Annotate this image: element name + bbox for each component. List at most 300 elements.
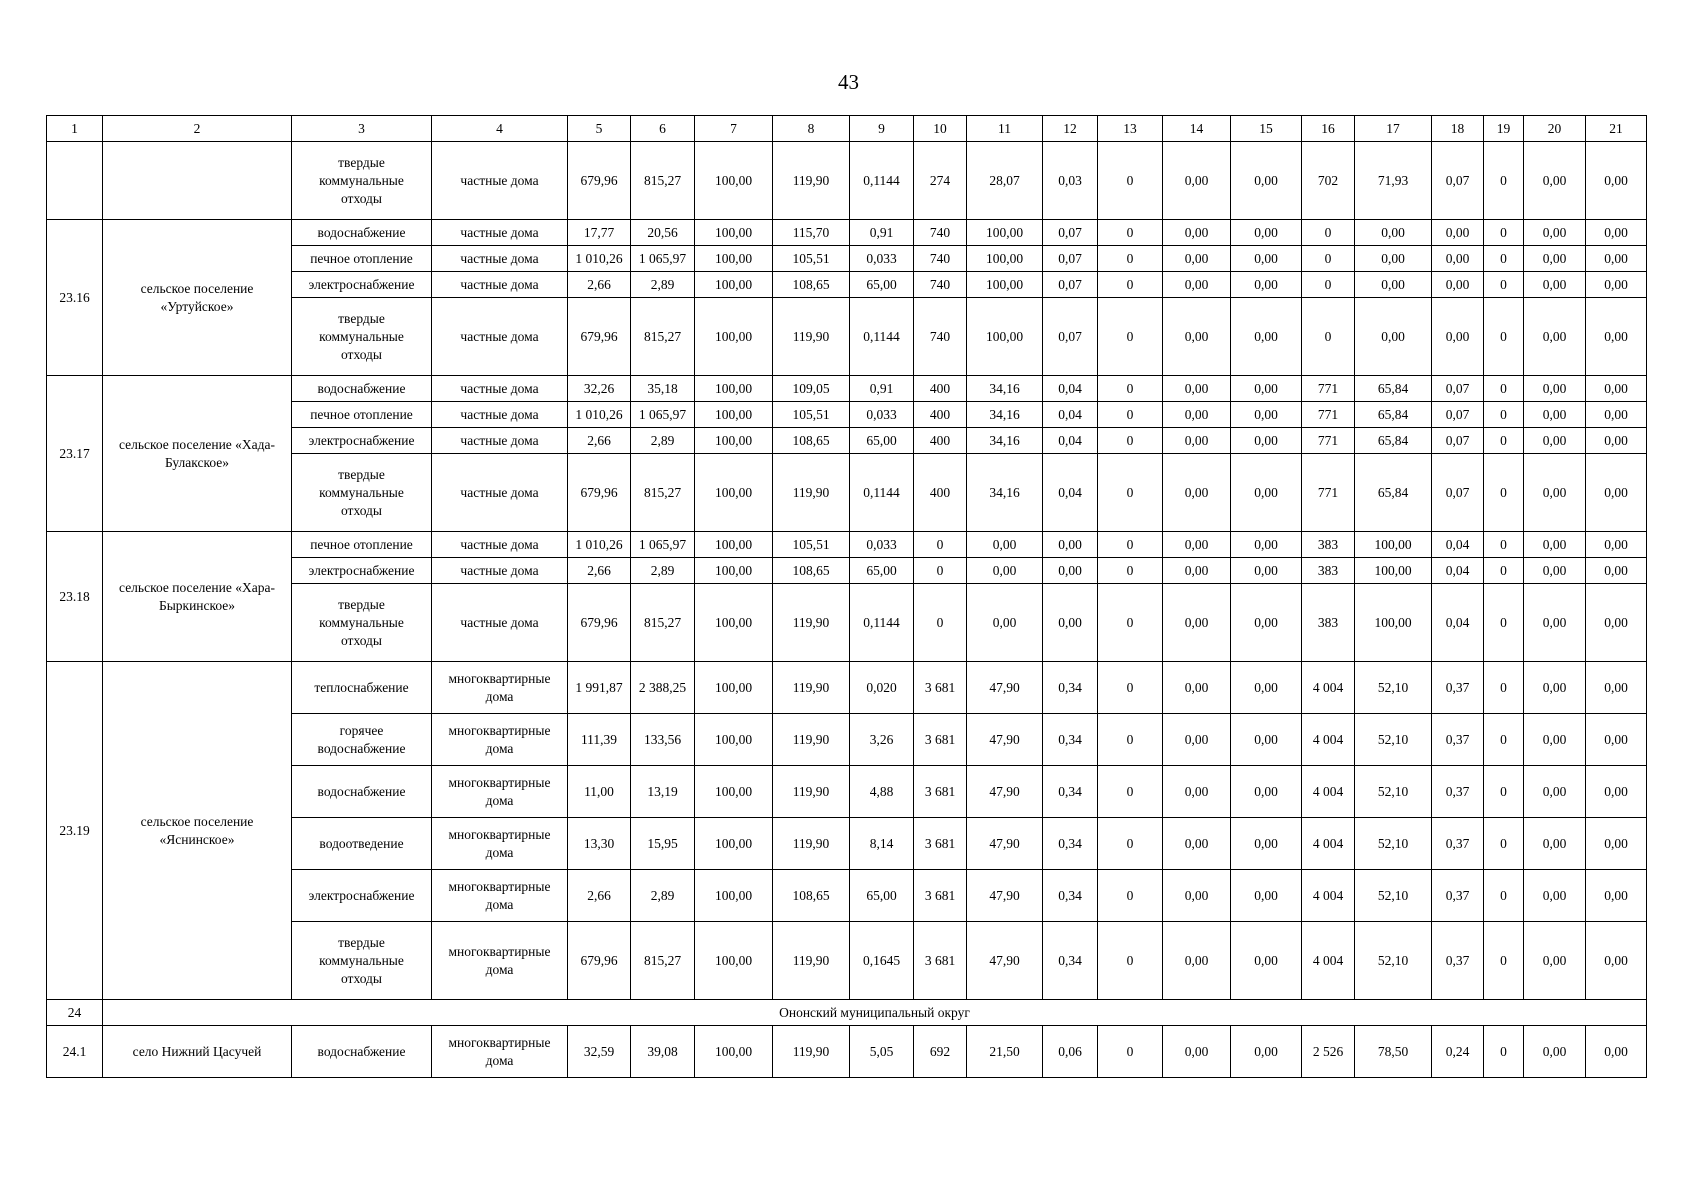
value-cell-col-14: 0,00	[1163, 376, 1231, 402]
value-cell-col-5: 679,96	[568, 142, 631, 220]
value-cell-col-15: 0,00	[1231, 1026, 1302, 1078]
value-cell-col-14: 0,00	[1163, 402, 1231, 428]
value-cell-col-10: 3 681	[914, 662, 967, 714]
value-cell-col-15: 0,00	[1231, 376, 1302, 402]
value-cell-col-21: 0,00	[1586, 402, 1647, 428]
value-cell-col-15: 0,00	[1231, 558, 1302, 584]
column-header-16: 16	[1302, 116, 1355, 142]
value-cell-col-14: 0,00	[1163, 922, 1231, 1000]
value-cell-col-8: 115,70	[773, 220, 850, 246]
value-cell-col-21: 0,00	[1586, 1026, 1647, 1078]
value-cell-col-21: 0,00	[1586, 766, 1647, 818]
housing-type-cell: частные дома	[432, 428, 568, 454]
value-cell-col-5: 2,66	[568, 558, 631, 584]
value-cell-col-5: 679,96	[568, 584, 631, 662]
value-cell-col-6: 39,08	[631, 1026, 695, 1078]
value-cell-col-11: 47,90	[967, 870, 1043, 922]
value-cell-col-13: 0	[1098, 402, 1163, 428]
column-header-13: 13	[1098, 116, 1163, 142]
value-cell-col-6: 2,89	[631, 870, 695, 922]
value-cell-col-8: 119,90	[773, 662, 850, 714]
housing-type-cell: частные дома	[432, 220, 568, 246]
value-cell-col-7: 100,00	[695, 402, 773, 428]
value-cell-col-18: 0,04	[1432, 584, 1484, 662]
service-cell: твердые коммунальные отходы	[292, 922, 432, 1000]
value-cell-col-13: 0	[1098, 714, 1163, 766]
value-cell-col-8: 108,65	[773, 870, 850, 922]
value-cell-col-11: 100,00	[967, 220, 1043, 246]
value-cell-col-7: 100,00	[695, 246, 773, 272]
housing-type-cell: частные дома	[432, 402, 568, 428]
value-cell-col-7: 100,00	[695, 558, 773, 584]
value-cell-col-15: 0,00	[1231, 142, 1302, 220]
value-cell-col-18: 0,07	[1432, 402, 1484, 428]
value-cell-col-19: 0	[1484, 1026, 1524, 1078]
value-cell-col-19: 0	[1484, 376, 1524, 402]
value-cell-col-12: 0,07	[1043, 246, 1098, 272]
value-cell-col-10: 3 681	[914, 870, 967, 922]
value-cell-col-19: 0	[1484, 532, 1524, 558]
value-cell-col-13: 0	[1098, 584, 1163, 662]
value-cell-col-11: 47,90	[967, 922, 1043, 1000]
value-cell-col-20: 0,00	[1524, 870, 1586, 922]
table-row	[47, 1026, 1647, 1078]
value-cell-col-19: 0	[1484, 454, 1524, 532]
housing-type-cell: частные дома	[432, 142, 568, 220]
value-cell-col-6: 15,95	[631, 818, 695, 870]
value-cell-col-11: 47,90	[967, 662, 1043, 714]
value-cell-col-21: 0,00	[1586, 584, 1647, 662]
value-cell-col-10: 0	[914, 584, 967, 662]
service-cell: электроснабжение	[292, 558, 432, 584]
value-cell-col-20: 0,00	[1524, 402, 1586, 428]
value-cell-col-7: 100,00	[695, 662, 773, 714]
value-cell-col-21: 0,00	[1586, 142, 1647, 220]
column-header-17: 17	[1355, 116, 1432, 142]
settlement-name-cell: сельское поселение «Яснинское»	[103, 662, 292, 1000]
value-cell-col-7: 100,00	[695, 220, 773, 246]
value-cell-col-17: 52,10	[1355, 662, 1432, 714]
value-cell-col-13: 0	[1098, 220, 1163, 246]
value-cell-col-17: 65,84	[1355, 402, 1432, 428]
column-header-9: 9	[850, 116, 914, 142]
service-cell: водоснабжение	[292, 766, 432, 818]
value-cell-col-16: 0	[1302, 298, 1355, 376]
value-cell-col-18: 0,37	[1432, 818, 1484, 870]
page-number: 43	[838, 70, 859, 94]
value-cell-col-7: 100,00	[695, 870, 773, 922]
value-cell-col-12: 0,04	[1043, 454, 1098, 532]
value-cell-col-16: 771	[1302, 428, 1355, 454]
value-cell-col-9: 5,05	[850, 1026, 914, 1078]
row-number-cell: 23.16	[47, 220, 103, 376]
value-cell-col-10: 0	[914, 558, 967, 584]
table-row	[47, 142, 1647, 220]
value-cell-col-17: 52,10	[1355, 766, 1432, 818]
value-cell-col-11: 28,07	[967, 142, 1043, 220]
value-cell-col-21: 0,00	[1586, 818, 1647, 870]
value-cell-col-15: 0,00	[1231, 428, 1302, 454]
value-cell-col-7: 100,00	[695, 454, 773, 532]
value-cell-col-13: 0	[1098, 246, 1163, 272]
column-header-1: 1	[47, 116, 103, 142]
row-number-cell: 23.18	[47, 532, 103, 662]
value-cell-col-9: 65,00	[850, 558, 914, 584]
value-cell-col-19: 0	[1484, 922, 1524, 1000]
service-cell: печное отопление	[292, 532, 432, 558]
value-cell-col-10: 3 681	[914, 714, 967, 766]
value-cell-col-9: 65,00	[850, 428, 914, 454]
value-cell-col-12: 0,07	[1043, 298, 1098, 376]
value-cell-col-12: 0,34	[1043, 870, 1098, 922]
value-cell-col-5: 17,77	[568, 220, 631, 246]
settlement-name-cell: сельское поселение «Хара-Быркинское»	[103, 532, 292, 662]
value-cell-col-13: 0	[1098, 818, 1163, 870]
housing-type-cell: многоквартирные дома	[432, 1026, 568, 1078]
housing-type-cell: многоквартирные дома	[432, 714, 568, 766]
housing-type-cell: частные дома	[432, 376, 568, 402]
value-cell-col-13: 0	[1098, 272, 1163, 298]
service-cell: твердые коммунальные отходы	[292, 584, 432, 662]
value-cell-col-13: 0	[1098, 428, 1163, 454]
value-cell-col-16: 4 004	[1302, 922, 1355, 1000]
value-cell-col-16: 0	[1302, 220, 1355, 246]
value-cell-col-14: 0,00	[1163, 532, 1231, 558]
value-cell-col-5: 1 010,26	[568, 402, 631, 428]
value-cell-col-9: 0,1144	[850, 142, 914, 220]
value-cell-col-6: 35,18	[631, 376, 695, 402]
value-cell-col-7: 100,00	[695, 142, 773, 220]
value-cell-col-20: 0,00	[1524, 766, 1586, 818]
value-cell-col-10: 740	[914, 298, 967, 376]
value-cell-col-8: 105,51	[773, 532, 850, 558]
column-header-6: 6	[631, 116, 695, 142]
value-cell-col-9: 0,033	[850, 532, 914, 558]
table-row	[47, 376, 1647, 402]
value-cell-col-6: 1 065,97	[631, 532, 695, 558]
value-cell-col-9: 8,14	[850, 818, 914, 870]
value-cell-col-12: 0,00	[1043, 584, 1098, 662]
value-cell-col-7: 100,00	[695, 818, 773, 870]
value-cell-col-12: 0,00	[1043, 532, 1098, 558]
settlement-name-cell	[103, 142, 292, 220]
value-cell-col-8: 119,90	[773, 584, 850, 662]
column-header-21: 21	[1586, 116, 1647, 142]
value-cell-col-19: 0	[1484, 870, 1524, 922]
value-cell-col-19: 0	[1484, 220, 1524, 246]
value-cell-col-16: 383	[1302, 558, 1355, 584]
value-cell-col-10: 400	[914, 376, 967, 402]
value-cell-col-20: 0,00	[1524, 246, 1586, 272]
value-cell-col-18: 0,24	[1432, 1026, 1484, 1078]
value-cell-col-20: 0,00	[1524, 714, 1586, 766]
value-cell-col-6: 815,27	[631, 454, 695, 532]
value-cell-col-8: 119,90	[773, 714, 850, 766]
service-cell: водоснабжение	[292, 1026, 432, 1078]
value-cell-col-18: 0,00	[1432, 272, 1484, 298]
value-cell-col-20: 0,00	[1524, 454, 1586, 532]
value-cell-col-18: 0,00	[1432, 298, 1484, 376]
value-cell-col-19: 0	[1484, 142, 1524, 220]
value-cell-col-20: 0,00	[1524, 532, 1586, 558]
value-cell-col-8: 105,51	[773, 246, 850, 272]
value-cell-col-19: 0	[1484, 558, 1524, 584]
value-cell-col-18: 0,00	[1432, 220, 1484, 246]
column-header-19: 19	[1484, 116, 1524, 142]
value-cell-col-16: 4 004	[1302, 766, 1355, 818]
value-cell-col-17: 52,10	[1355, 818, 1432, 870]
value-cell-col-15: 0,00	[1231, 818, 1302, 870]
value-cell-col-13: 0	[1098, 922, 1163, 1000]
housing-type-cell: частные дома	[432, 558, 568, 584]
row-number-cell: 23.17	[47, 376, 103, 532]
value-cell-col-14: 0,00	[1163, 714, 1231, 766]
value-cell-col-10: 400	[914, 428, 967, 454]
column-header-15: 15	[1231, 116, 1302, 142]
value-cell-col-16: 383	[1302, 532, 1355, 558]
value-cell-col-11: 34,16	[967, 402, 1043, 428]
value-cell-col-10: 400	[914, 454, 967, 532]
service-cell: печное отопление	[292, 402, 432, 428]
value-cell-col-12: 0,03	[1043, 142, 1098, 220]
value-cell-col-10: 400	[914, 402, 967, 428]
value-cell-col-10: 740	[914, 220, 967, 246]
value-cell-col-21: 0,00	[1586, 532, 1647, 558]
value-cell-col-8: 119,90	[773, 766, 850, 818]
value-cell-col-14: 0,00	[1163, 298, 1231, 376]
value-cell-col-8: 105,51	[773, 402, 850, 428]
table-row	[47, 1000, 1647, 1026]
value-cell-col-13: 0	[1098, 298, 1163, 376]
value-cell-col-19: 0	[1484, 298, 1524, 376]
value-cell-col-21: 0,00	[1586, 298, 1647, 376]
value-cell-col-12: 0,34	[1043, 818, 1098, 870]
column-header-4: 4	[432, 116, 568, 142]
value-cell-col-14: 0,00	[1163, 818, 1231, 870]
value-cell-col-11: 47,90	[967, 714, 1043, 766]
value-cell-col-5: 1 010,26	[568, 532, 631, 558]
settlement-name-cell: сельское поселение «Уртуйское»	[103, 220, 292, 376]
value-cell-col-16: 4 004	[1302, 662, 1355, 714]
value-cell-col-7: 100,00	[695, 532, 773, 558]
value-cell-col-12: 0,34	[1043, 714, 1098, 766]
value-cell-col-9: 65,00	[850, 870, 914, 922]
value-cell-col-19: 0	[1484, 818, 1524, 870]
value-cell-col-5: 1 991,87	[568, 662, 631, 714]
housing-type-cell: частные дома	[432, 532, 568, 558]
value-cell-col-21: 0,00	[1586, 376, 1647, 402]
value-cell-col-17: 0,00	[1355, 298, 1432, 376]
value-cell-col-12: 0,04	[1043, 376, 1098, 402]
settlement-name-cell: село Нижний Цасучей	[103, 1026, 292, 1078]
value-cell-col-8: 119,90	[773, 142, 850, 220]
value-cell-col-9: 0,033	[850, 402, 914, 428]
value-cell-col-14: 0,00	[1163, 454, 1231, 532]
value-cell-col-12: 0,04	[1043, 402, 1098, 428]
value-cell-col-10: 740	[914, 246, 967, 272]
value-cell-col-16: 2 526	[1302, 1026, 1355, 1078]
value-cell-col-7: 100,00	[695, 766, 773, 818]
value-cell-col-12: 0,34	[1043, 662, 1098, 714]
column-header-20: 20	[1524, 116, 1586, 142]
value-cell-col-11: 0,00	[967, 532, 1043, 558]
value-cell-col-5: 679,96	[568, 298, 631, 376]
value-cell-col-13: 0	[1098, 558, 1163, 584]
value-cell-col-18: 0,04	[1432, 532, 1484, 558]
value-cell-col-17: 52,10	[1355, 922, 1432, 1000]
value-cell-col-14: 0,00	[1163, 272, 1231, 298]
service-cell: электроснабжение	[292, 870, 432, 922]
value-cell-col-12: 0,07	[1043, 220, 1098, 246]
value-cell-col-6: 2,89	[631, 558, 695, 584]
value-cell-col-6: 2,89	[631, 272, 695, 298]
service-cell: твердые коммунальные отходы	[292, 142, 432, 220]
value-cell-col-21: 0,00	[1586, 922, 1647, 1000]
value-cell-col-15: 0,00	[1231, 870, 1302, 922]
value-cell-col-13: 0	[1098, 870, 1163, 922]
value-cell-col-15: 0,00	[1231, 220, 1302, 246]
column-header-8: 8	[773, 116, 850, 142]
service-cell: горячее водоснабжение	[292, 714, 432, 766]
value-cell-col-9: 0,91	[850, 220, 914, 246]
value-cell-col-16: 702	[1302, 142, 1355, 220]
value-cell-col-11: 100,00	[967, 246, 1043, 272]
value-cell-col-11: 34,16	[967, 454, 1043, 532]
value-cell-col-5: 2,66	[568, 428, 631, 454]
value-cell-col-19: 0	[1484, 714, 1524, 766]
housing-type-cell: многоквартирные дома	[432, 818, 568, 870]
column-header-7: 7	[695, 116, 773, 142]
value-cell-col-15: 0,00	[1231, 766, 1302, 818]
value-cell-col-17: 65,84	[1355, 428, 1432, 454]
value-cell-col-10: 3 681	[914, 818, 967, 870]
value-cell-col-21: 0,00	[1586, 870, 1647, 922]
value-cell-col-14: 0,00	[1163, 870, 1231, 922]
value-cell-col-20: 0,00	[1524, 1026, 1586, 1078]
housing-type-cell: многоквартирные дома	[432, 766, 568, 818]
section-heading-cell: Ононский муниципальный округ	[103, 1000, 1647, 1026]
value-cell-col-9: 65,00	[850, 272, 914, 298]
value-cell-col-13: 0	[1098, 532, 1163, 558]
value-cell-col-9: 0,1144	[850, 298, 914, 376]
service-cell: водоотведение	[292, 818, 432, 870]
value-cell-col-15: 0,00	[1231, 714, 1302, 766]
value-cell-col-16: 771	[1302, 376, 1355, 402]
value-cell-col-15: 0,00	[1231, 272, 1302, 298]
value-cell-col-18: 0,37	[1432, 870, 1484, 922]
value-cell-col-18: 0,07	[1432, 376, 1484, 402]
value-cell-col-18: 0,37	[1432, 922, 1484, 1000]
value-cell-col-15: 0,00	[1231, 584, 1302, 662]
value-cell-col-21: 0,00	[1586, 272, 1647, 298]
value-cell-col-12: 0,04	[1043, 428, 1098, 454]
value-cell-col-6: 133,56	[631, 714, 695, 766]
value-cell-col-5: 32,59	[568, 1026, 631, 1078]
value-cell-col-5: 2,66	[568, 272, 631, 298]
housing-type-cell: частные дома	[432, 298, 568, 376]
service-cell: электроснабжение	[292, 272, 432, 298]
column-header-5: 5	[568, 116, 631, 142]
service-cell: твердые коммунальные отходы	[292, 454, 432, 532]
value-cell-col-12: 0,34	[1043, 766, 1098, 818]
value-cell-col-20: 0,00	[1524, 376, 1586, 402]
value-cell-col-7: 100,00	[695, 1026, 773, 1078]
column-header-14: 14	[1163, 116, 1231, 142]
value-cell-col-11: 0,00	[967, 584, 1043, 662]
value-cell-col-6: 20,56	[631, 220, 695, 246]
value-cell-col-10: 740	[914, 272, 967, 298]
housing-type-cell: многоквартирные дома	[432, 870, 568, 922]
value-cell-col-16: 771	[1302, 454, 1355, 532]
value-cell-col-21: 0,00	[1586, 220, 1647, 246]
service-cell: теплоснабжение	[292, 662, 432, 714]
value-cell-col-11: 0,00	[967, 558, 1043, 584]
value-cell-col-15: 0,00	[1231, 454, 1302, 532]
row-number-cell: 23.19	[47, 662, 103, 1000]
value-cell-col-20: 0,00	[1524, 818, 1586, 870]
housing-type-cell: частные дома	[432, 272, 568, 298]
value-cell-col-7: 100,00	[695, 376, 773, 402]
value-cell-col-21: 0,00	[1586, 246, 1647, 272]
value-cell-col-17: 52,10	[1355, 870, 1432, 922]
value-cell-col-7: 100,00	[695, 584, 773, 662]
value-cell-col-8: 119,90	[773, 1026, 850, 1078]
value-cell-col-8: 119,90	[773, 298, 850, 376]
value-cell-col-21: 0,00	[1586, 714, 1647, 766]
value-cell-col-7: 100,00	[695, 298, 773, 376]
value-cell-col-15: 0,00	[1231, 246, 1302, 272]
value-cell-col-20: 0,00	[1524, 428, 1586, 454]
table-row	[47, 662, 1647, 714]
value-cell-col-5: 679,96	[568, 922, 631, 1000]
column-header-3: 3	[292, 116, 432, 142]
housing-type-cell: частные дома	[432, 454, 568, 532]
value-cell-col-17: 78,50	[1355, 1026, 1432, 1078]
value-cell-col-6: 2 388,25	[631, 662, 695, 714]
value-cell-col-8: 119,90	[773, 818, 850, 870]
value-cell-col-8: 108,65	[773, 272, 850, 298]
value-cell-col-6: 815,27	[631, 142, 695, 220]
value-cell-col-6: 815,27	[631, 584, 695, 662]
value-cell-col-20: 0,00	[1524, 272, 1586, 298]
value-cell-col-6: 2,89	[631, 428, 695, 454]
value-cell-col-17: 71,93	[1355, 142, 1432, 220]
column-header-18: 18	[1432, 116, 1484, 142]
value-cell-col-17: 0,00	[1355, 246, 1432, 272]
value-cell-col-11: 100,00	[967, 298, 1043, 376]
value-cell-col-14: 0,00	[1163, 558, 1231, 584]
value-cell-col-14: 0,00	[1163, 662, 1231, 714]
value-cell-col-17: 100,00	[1355, 532, 1432, 558]
value-cell-col-18: 0,37	[1432, 766, 1484, 818]
value-cell-col-9: 0,1144	[850, 454, 914, 532]
value-cell-col-17: 65,84	[1355, 454, 1432, 532]
column-header-2: 2	[103, 116, 292, 142]
service-cell: водоснабжение	[292, 376, 432, 402]
value-cell-col-18: 0,07	[1432, 428, 1484, 454]
service-cell: печное отопление	[292, 246, 432, 272]
value-cell-col-19: 0	[1484, 766, 1524, 818]
value-cell-col-12: 0,00	[1043, 558, 1098, 584]
value-cell-col-6: 815,27	[631, 298, 695, 376]
value-cell-col-8: 109,05	[773, 376, 850, 402]
value-cell-col-16: 4 004	[1302, 870, 1355, 922]
value-cell-col-21: 0,00	[1586, 558, 1647, 584]
value-cell-col-10: 692	[914, 1026, 967, 1078]
value-cell-col-17: 0,00	[1355, 220, 1432, 246]
value-cell-col-20: 0,00	[1524, 558, 1586, 584]
housing-type-cell: частные дома	[432, 246, 568, 272]
